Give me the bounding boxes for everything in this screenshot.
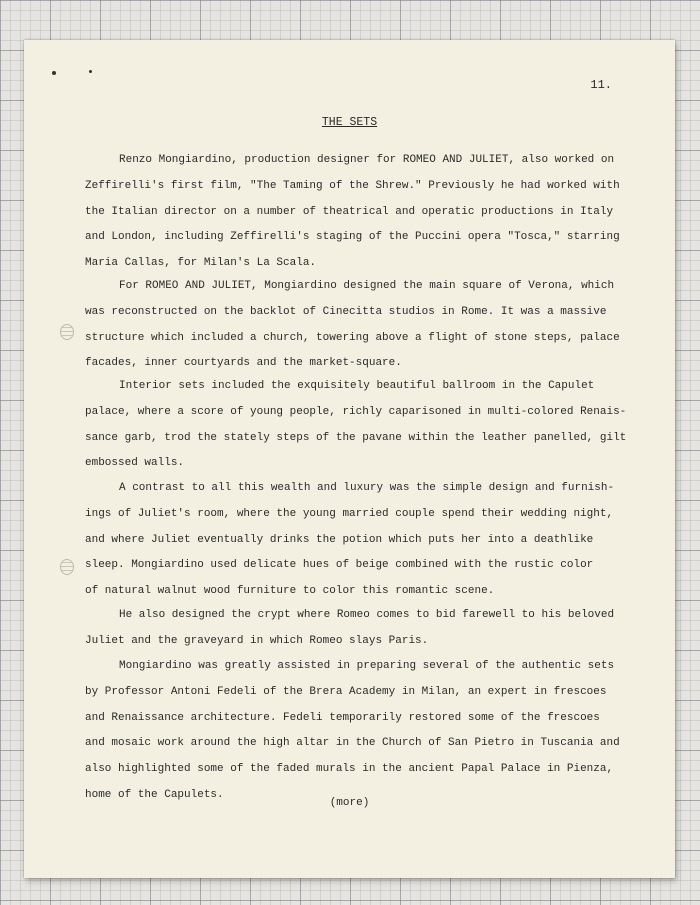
text-line: Zeffirelli's first film, "The Taming of the Shrew." Previously he had worked with bbox=[85, 179, 620, 192]
document-page bbox=[24, 40, 675, 878]
text-line: Juliet and the graveyard in which Romeo slays Paris. bbox=[85, 634, 429, 647]
text-line: Maria Callas, for Milan's La Scala. bbox=[85, 257, 317, 270]
text-line: was reconstructed on the backlot of Cinecitta studios in Rome. It was a massive bbox=[85, 305, 607, 318]
paragraph bbox=[85, 476, 615, 605]
text-line: sance garb, trod the stately steps of the pavane within the leather panelled, gilt bbox=[85, 431, 627, 444]
text-line: palace, where a score of young people, richly caparisoned in multi-colored Renais- bbox=[85, 405, 627, 418]
text-line: Interior sets included the exquisitely beautiful ballroom in the Capulet bbox=[119, 380, 595, 392]
paragraph bbox=[85, 274, 620, 377]
text-line: and Renaissance architecture. Fedeli temporarily restored some of the frescoes bbox=[85, 711, 600, 724]
punch-hole bbox=[60, 559, 74, 575]
paragraph bbox=[85, 603, 615, 655]
text-line: and London, including Zeffirelli's staging of the Puccini opera "Tosca," starring bbox=[85, 231, 620, 244]
text-line: by Professor Antoni Fedeli of the Brera Academy in Milan, an expert in frescoes bbox=[85, 685, 607, 698]
text-line: the Italian director on a number of theatrical and operatic productions in Italy bbox=[85, 205, 614, 218]
text-line: He also designed the crypt where Romeo comes to bid farewell to his beloved bbox=[119, 609, 615, 621]
text-line: For ROMEO AND JULIET, Mongiardino designed the main square of Verona, which bbox=[119, 280, 615, 292]
text-line: and where Juliet eventually drinks the potion which puts her into a deathlike bbox=[85, 533, 594, 546]
page-title: THE SETS bbox=[321, 116, 378, 129]
text-line: A contrast to all this wealth and luxury was the simple design and furnish- bbox=[119, 482, 615, 494]
continued-marker: (more) bbox=[329, 797, 370, 809]
text-line: Mongiardino was greatly assisted in preparing several of the authentic sets bbox=[119, 660, 615, 672]
text-line: structure which included a church, towering above a flight of stone steps, palace bbox=[85, 331, 620, 344]
text-line: also highlighted some of the faded murals in the ancient Papal Palace in Pienza, bbox=[85, 763, 614, 776]
ink-speck bbox=[89, 70, 92, 73]
text-line: home of the Capulets. bbox=[85, 788, 224, 801]
text-line: embossed walls. bbox=[85, 457, 185, 470]
paragraph bbox=[85, 148, 620, 277]
paragraph bbox=[85, 654, 620, 809]
text-line: facades, inner courtyards and the market-square. bbox=[85, 357, 402, 370]
text-line: Renzo Mongiardino, production designer for ROMEO AND JULIET, also worked on bbox=[119, 154, 615, 166]
text-line: of natural walnut wood furniture to color this romantic scene. bbox=[85, 585, 495, 598]
page-number: 11. bbox=[590, 78, 612, 92]
text-line: ings of Juliet's room, where the young married couple spend their wedding night, bbox=[85, 507, 614, 520]
punch-hole bbox=[60, 324, 74, 340]
paragraph bbox=[85, 374, 627, 477]
ink-speck bbox=[52, 71, 56, 75]
text-line: and mosaic work around the high altar in the Church of San Pietro in Tuscania and bbox=[85, 737, 620, 750]
text-line: sleep. Mongiardino used delicate hues of beige combined with the rustic color bbox=[85, 559, 594, 572]
